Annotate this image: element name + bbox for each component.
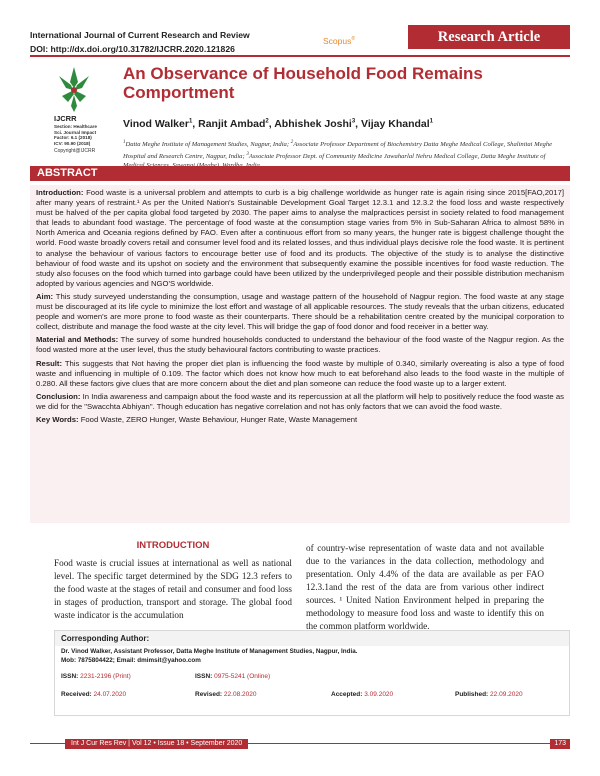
author-name: Abhishek Joshi	[274, 118, 352, 130]
author-name: Vinod Walker	[123, 118, 189, 130]
abstract-keywords: Key Words: Food Waste, ZERO Hunger, Waste Behaviour, Hunger Rate, Waste Management	[36, 414, 358, 424]
affiliations: $^1$Datta Meghe Institute of Management Studies, Nagpur, India; $^2$Associate Professor Department of Biochemistry Datta Meghe Medical College, Shalinitai Meghe Hospital and Research Centre, Nagpur, India; $^3$Associate Professor Dept. of Community Medicine Jawaharlal Nehru Medical College, Datta Meghe Institute of	[123, 138, 568, 171]
body-column-right: of country-wise representation of waste data and not available due to the variances in the data collection, methodology and presentation. Only 4.4% of the data are available as per FAO 12.3.1and the rest of the data are from various other indirect sources. ¹ United Nation Environment helped in preparing the methodology to measure food loss and waste to identify this on the common platform worldwide.	[306, 543, 544, 631]
introduction-heading: INTRODUCTION	[136, 540, 210, 551]
journal-header	[30, 28, 250, 56]
footer-citation: Int J Cur Res Rev | Vol 12 • Issue 18 • September 2020	[65, 739, 248, 749]
affiliation-item: Datta Meghe Institute of Management Studies, Nagpur, India;	[125, 141, 291, 149]
copyright-text: Copyright@IJCRR	[54, 148, 96, 155]
corresponding-author-heading: Corresponding Author:	[55, 631, 569, 646]
abstract-conclusion: Conclusion: In India awareness and campaign about the food waste and its repercussion at all the platform will help to positively reduce the food waste as we did for the "Swacchta Abhiyan". Though education has negative correlation and not has only factors that we can avoid the food waste.	[36, 391, 564, 411]
journal-section: Section: Healthcare	[54, 124, 97, 129]
body-column-left: Food waste is crucial issues at international as well as national level. The specific target determined by the SDG 12.3 refers to the food waste at the stages of retail and consumer and food loss in stages of production, transport and storage. The global food waste indicator is the accumulation	[54, 558, 292, 620]
abstract-heading: ABSTRACT	[30, 166, 570, 181]
abstract-aim: Aim: This study surveyed understanding the consumption, usage and wastage pattern of the household of Nagpur region. The food waste at any stage must be discouraged at its life cycle to minimize the lost effort and wastage of all applicable resources. The study reveals that the urban citizens, educated people and women's are more prone to food waste as their counterparts. There should be a rehabilitation centre created by the municipal corporation to collect, distribute and manage the food waste at the city level. This will bridge the gap of food donor and food receiver in a better way.	[36, 291, 564, 332]
affiliation-item: Associate Professor Department of Biochemistry Datta Meghe Medical College, Shalinitai Meghe Hospital and Research Centre, Nagpur, India;	[123, 141, 553, 160]
doi-link[interactable]: DOI: http://dx.doi.org/10.31782/IJCRR.2020.121826	[30, 44, 235, 54]
corresponding-author-box: Corresponding Author: Dr. Vinod Walker, Assistant Professor, Datta Meghe Institute of Management Studies, Nagpur, India. Mob: 7875804422; Email: dmimsit@yahoo.com ISSN: 2231-2196 (Print) ISSN: 0975-5241 (Online) Received: 24.07.2020 Revised: 22.08.2020 Accepted: 3.09.2020 Published: 22.09.2020	[54, 630, 570, 716]
author-contact-name: Dr. Vinod Walker, Assistant Professor, Datta Meghe Institute of Management Studies, Nagpur, India.	[61, 648, 358, 655]
abstract-body	[30, 185, 570, 523]
published-date: 22.09.2020	[490, 691, 523, 698]
header-divider	[30, 55, 570, 57]
accepted-date: 3.09.2020	[364, 691, 394, 698]
article-type-badge: Research Article	[408, 25, 570, 49]
icv-value: ICV: 90.90 (2018)	[54, 140, 91, 146]
ijcrr-logo-icon	[54, 64, 94, 114]
article-title: An Observance of Household Food Remains Comportment	[123, 64, 483, 102]
journal-name: International Journal of Current Research and Review	[30, 30, 250, 40]
abstract-methods: Material and Methods: The survey of some hundred households conducted to understand the behaviour of the food waste of the Nagpur region. As the food wasted more at the user level, thus the study behavioural factors contributing to waste practices.	[36, 335, 564, 355]
abstract-introduction: Introduction: Food waste is a universal problem and attempts to curb is a big challenge worldwide as hunger rate is again rising since 2015[FAO,2017] after many years of restraint.¹ As per the United Nation's Sustainable Development Goal Target 12.3.1 and 12.3.2 the food loss and waste respectively must be halved of the per capita global food targeted by 2030. The paper aims to analyse the malpractices persist in society related to food management that leads to abundant food wastage. The percentage of food waste at the consumption stage varies from 5% in Sub-Saharan Africa to almost 58% in North America and Oceania regions defined by FAO. Even after a continuous effort from so many years, the hunger rate is biggest challenge thought the world. Food waste broadly covers retail and consumer level food and its related losses, and thus individual plays decisive role the food waste. It is pertinent to analyse the behaviour of various factors to encourage better use of food and its products. The objective of the study is to analyse the distinctive behaviour of food waste and its upshot on society and the environment that subsequently examine the possible incentives for food waste reduction. The study also focuses on the food which turned into garbage could have been utilized by the underprivileged people and their possible distribution mechanism adopted by various agencies and NGO'S worldwide.	[36, 188, 564, 288]
author-contact-details: Mob: 7875804422; Email: dmimsit@yahoo.com	[61, 656, 201, 664]
author-name: Ranjit Ambad	[198, 118, 266, 130]
page-number: 173	[550, 739, 570, 749]
received-date: 24.07.2020	[93, 691, 127, 698]
journal-abbr: IJCRR	[54, 114, 77, 123]
scopus-logo: Scopus®	[323, 36, 356, 46]
issn-print: 2231-2196 (Print)	[80, 673, 131, 680]
journal-side-info	[54, 114, 102, 155]
author-name: Vijay Khandal	[361, 118, 430, 130]
affiliation-item: Associate Professor Dept. of Community Medicine Jawaharlal Nehru Medical College, Datta Meghe Institute of	[248, 152, 546, 160]
revised-date: 22.08.2020	[223, 691, 257, 698]
impact-factor: Sci. Journal Impact Factor: 6.1 (2018)	[54, 129, 97, 141]
author-list: Vinod Walker$^1$, Ranjit Ambad$^2$, Abhishek Joshi$^3$, Vijay Khandal$^1$	[123, 118, 434, 130]
page-footer	[30, 739, 570, 749]
issn-online: 0975-5241 (Online)	[214, 673, 271, 680]
abstract-result: Result: This suggests that Not having the proper diet plan is influencing the food waste by multiple of 0.340, similarly overeating is also a type of food waste and influencing in multiple of 0.109. The factor which does not know how much to eat beforehand also leads to the food waste in the multiple of 0.280. All these factors give clues that are more concern about the diet and plan someone can reduce the food waste up to a larger extent.	[36, 358, 564, 388]
